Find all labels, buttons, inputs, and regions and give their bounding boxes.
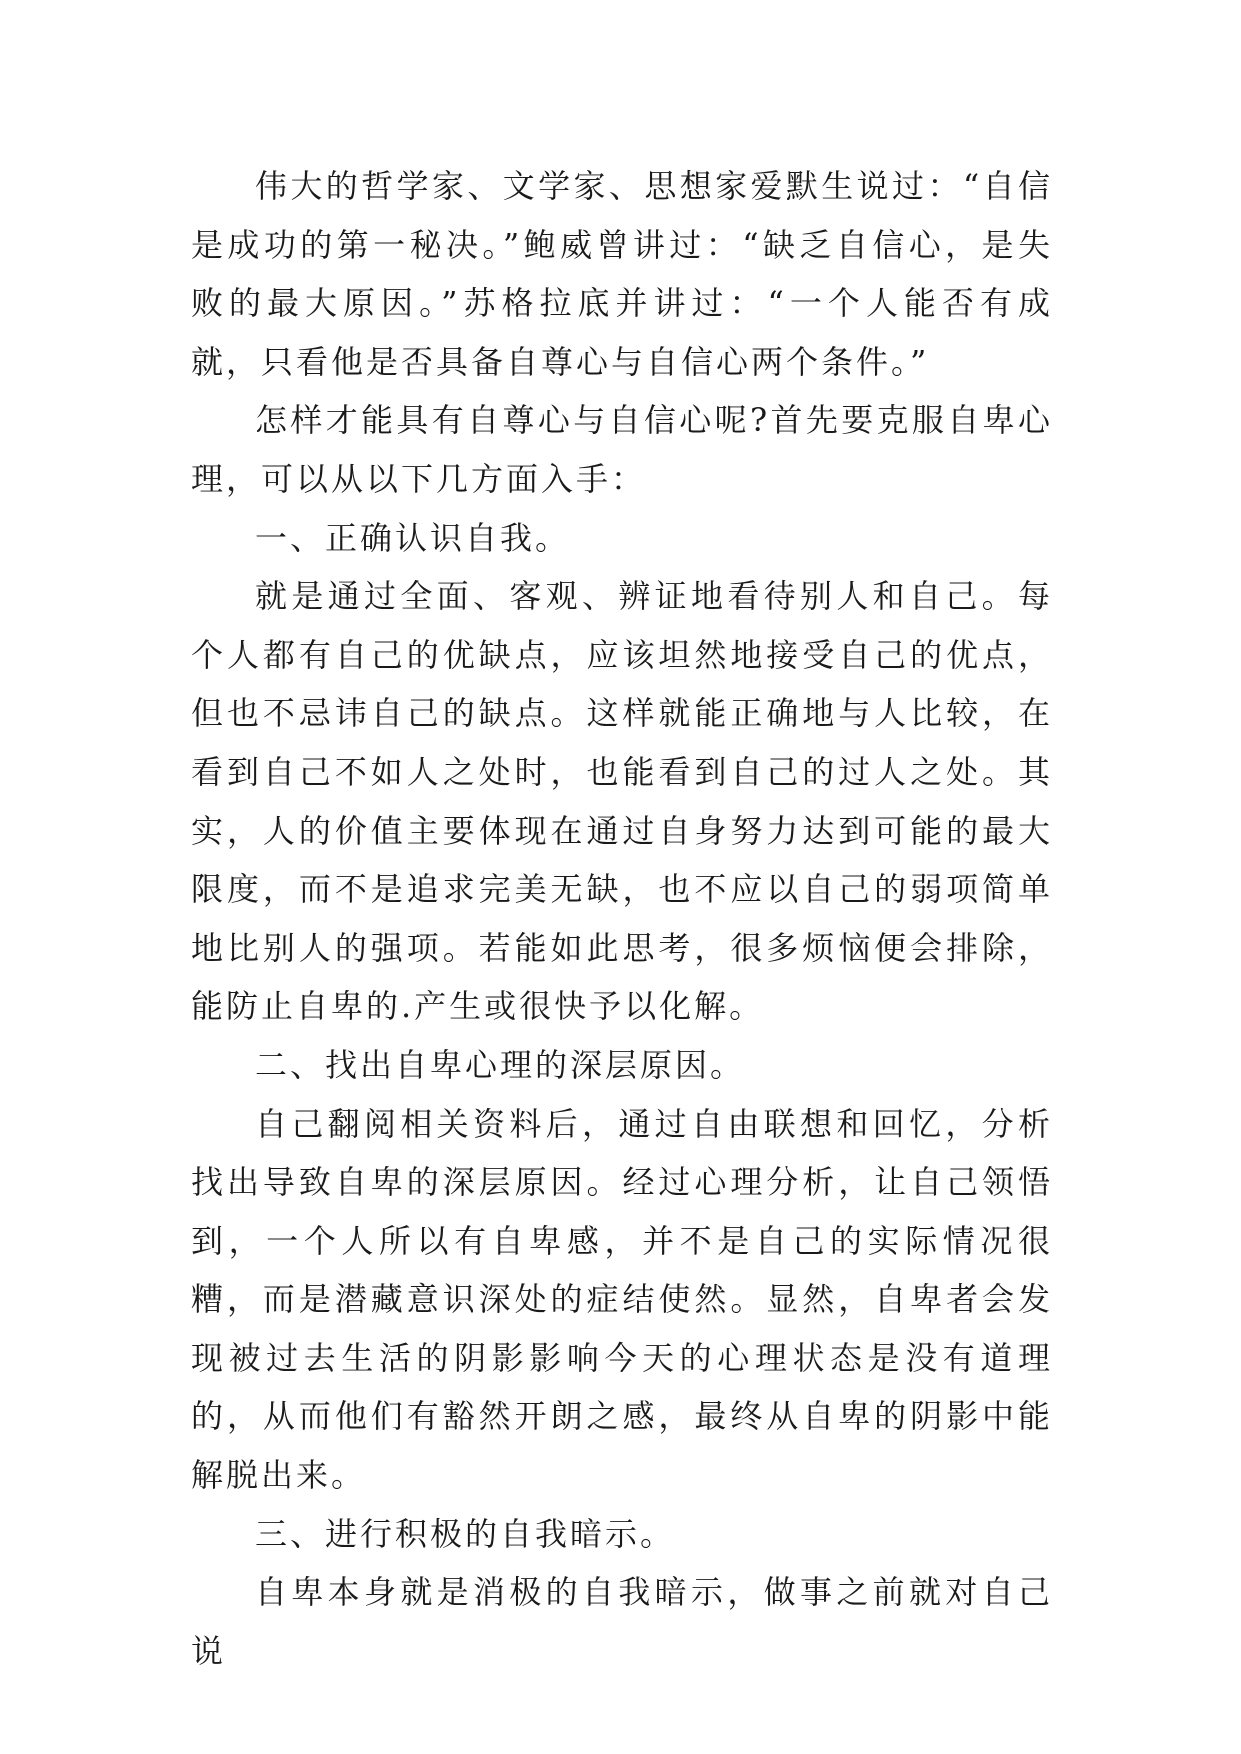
paragraph-question: 怎样才能具有自尊心与自信心呢?首先要克服自卑心理，可以从以下几方面入手： — [191, 401, 1053, 498]
heading-section-1: 一、正确认识自我。 — [255, 518, 571, 557]
heading-section-3: 三、进行积极的自我暗示。 — [255, 1514, 676, 1553]
paragraph-quotes: 伟大的哲学家、文学家、思想家爱默生说过：“自信是成功的第一秘决。”鲍威曾讲过：“缺乏自信心，是失败的最大原因。”苏格拉底并讲过：“一个人能否有成就，只看他是否具备自尊心与自信心两个条件。” — [191, 167, 1053, 381]
heading-section-2: 二、找出自卑心理的深层原因。 — [255, 1045, 746, 1084]
document-body — [191, 157, 1053, 1680]
paragraph-section-3: 自卑本身就是消极的自我暗示，做事之前就对自己说 — [191, 1573, 1053, 1670]
paragraph-section-1: 就是通过全面、客观、辨证地看待别人和自己。每个人都有自己的优缺点，应该坦然地接受自己的优点，但也不忌讳自己的缺点。这样就能正确地与人比较，在看到自己不如人之处时，也能看到自己的过人之处。其实，人的价值主要体现在通过自身努力达到可能的最大限度，而不是追求完美无缺，也不应以自己的弱项简单地比别人的强项。若能如此思考，很多烦恼便会排除，能防止自卑的.产生或很快予以化解。 — [191, 577, 1053, 1026]
paragraph-section-2: 自己翻阅相关资料后，通过自由联想和回忆，分析找出导致自卑的深层原因。经过心理分析，让自己领悟到，一个人所以有自卑感，并不是自己的实际情况很糟，而是潜藏意识深处的症结使然。显然，自卑者会发现被过去生活的阴影影响今天的心理状态是没有道理的，从而他们有豁然开朗之感，最终从自卑的阴影中能解脱出来。 — [191, 1104, 1053, 1495]
